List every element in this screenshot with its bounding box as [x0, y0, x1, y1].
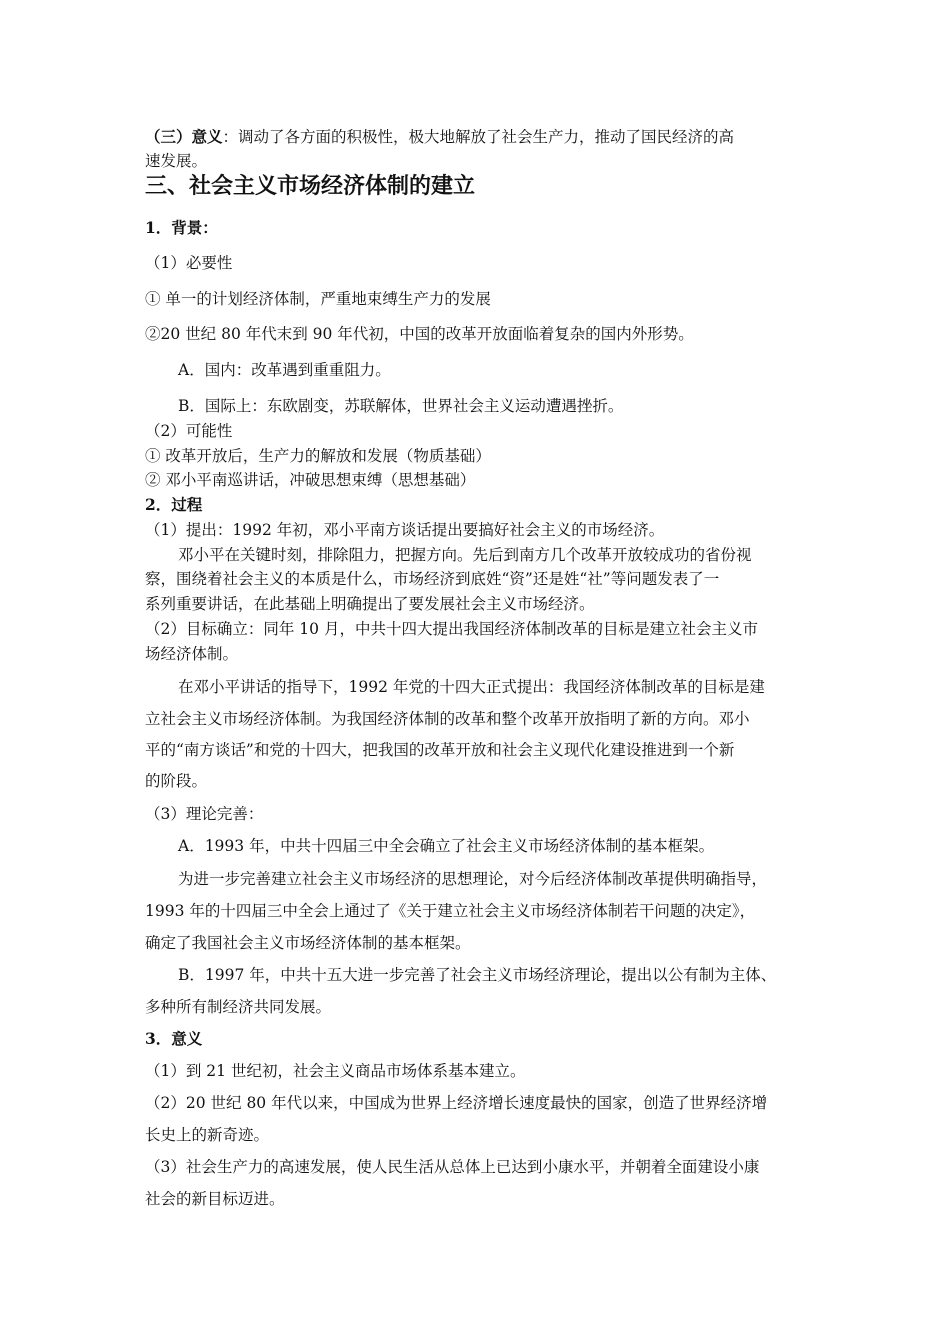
- process-goal: （2）目标确立：同年 10 月，中共十四大提出我国经济体制改革的目标是建立社会主义市: [145, 620, 758, 638]
- significance-point-1: （1）到 21 世纪初，社会主义商品市场体系基本建立。: [145, 1062, 526, 1080]
- process-theory-detail-2: 1993 年的十四届三中全会上通过了《关于建立社会主义市场经济体制若干问题的决定》，: [145, 902, 756, 920]
- process-theory-1997-continued: 多种所有制经济共同发展。: [145, 998, 332, 1016]
- process-goal-detail-1: 在邓小平讲话的指导下，1992 年党的十四大正式提出：我国经济体制改革的目标是建: [178, 678, 765, 696]
- possibility-point-2: ② 邓小平南巡讲话，冲破思想束缚（思想基础）: [145, 471, 476, 489]
- significance-heading-2: 3．意义: [145, 1029, 203, 1048]
- background-heading: 1．背景：: [145, 218, 218, 237]
- process-proposal: （1）提出：1992 年初，邓小平南方谈话提出要搞好社会主义的市场经济。: [145, 521, 665, 539]
- possibility-heading: （2）可能性: [145, 422, 233, 440]
- process-proposal-detail-3: 系列重要讲话，在此基础上明确提出了要发展社会主义市场经济。: [145, 595, 595, 613]
- significance-continued: 速发展。: [145, 152, 208, 170]
- significance-point-3-continued: 社会的新目标迈进。: [145, 1190, 285, 1208]
- process-theory-detail-3: 确定了我国社会主义市场经济体制的基本框架。: [145, 934, 471, 952]
- necessity-point-2: ②20 世纪 80 年代末到 90 年代初，中国的改革开放面临着复杂的国内外形势。: [145, 325, 694, 343]
- significance-point-2-continued: 长史上的新奇迹。: [145, 1126, 270, 1144]
- significance-point-3: （3）社会生产力的高速发展，使人民生活从总体上已达到小康水平，并朝着全面建设小康: [145, 1158, 760, 1176]
- process-theory-detail-1: 为进一步完善建立社会主义市场经济的思想理论，对今后经济体制改革提供明确指导，: [178, 870, 768, 888]
- process-theory-heading: （3）理论完善：: [145, 805, 264, 823]
- significance-heading: （三）意义: [145, 127, 223, 146]
- process-theory-1997: B．1997 年，中共十五大进一步完善了社会主义市场经济理论，提出以公有制为主体、: [178, 966, 777, 984]
- process-goal-detail-4: 的阶段。: [145, 772, 208, 790]
- process-proposal-detail-2: 察，围绕着社会主义的本质是什么，市场经济到底姓“资”还是姓“社”等问题发表了一: [145, 570, 720, 588]
- necessity-domestic: A．国内：改革遇到重重阻力。: [178, 361, 391, 379]
- process-goal-continued: 场经济体制。: [145, 645, 239, 663]
- necessity-heading: （1）必要性: [145, 254, 233, 272]
- process-proposal-detail-1: 邓小平在关键时刻，排除阻力，把握方向。先后到南方几个改革开放较成功的省份视: [178, 546, 752, 564]
- significance-point-2: （2）20 世纪 80 年代以来，中国成为世界上经济增长速度最快的国家，创造了世界经济增: [145, 1094, 768, 1112]
- process-goal-detail-3: 平的“南方谈话”和党的十四大，把我国的改革开放和社会主义现代化建设推进到一个新: [145, 741, 735, 759]
- necessity-point-1: ① 单一的计划经济体制，严重地束缚生产力的发展: [145, 290, 491, 308]
- process-goal-detail-2: 立社会主义市场经济体制。为我国经济体制的改革和整个改革开放指明了新的方向。邓小: [145, 710, 750, 728]
- necessity-international: B．国际上：东欧剧变，苏联解体，世界社会主义运动遭遇挫折。: [178, 397, 624, 415]
- significance-line: [145, 127, 734, 147]
- process-heading: 2．过程: [145, 495, 203, 514]
- possibility-point-1: ① 改革开放后，生产力的解放和发展（物质基础）: [145, 447, 491, 465]
- section-title: 三、社会主义市场经济体制的建立: [145, 173, 476, 199]
- significance-text: ：调动了各方面的积极性，极大地解放了社会生产力，推动了国民经济的高: [222, 128, 735, 146]
- process-theory-1993: A．1993 年，中共十四届三中全会确立了社会主义市场经济体制的基本框架。: [178, 837, 715, 855]
